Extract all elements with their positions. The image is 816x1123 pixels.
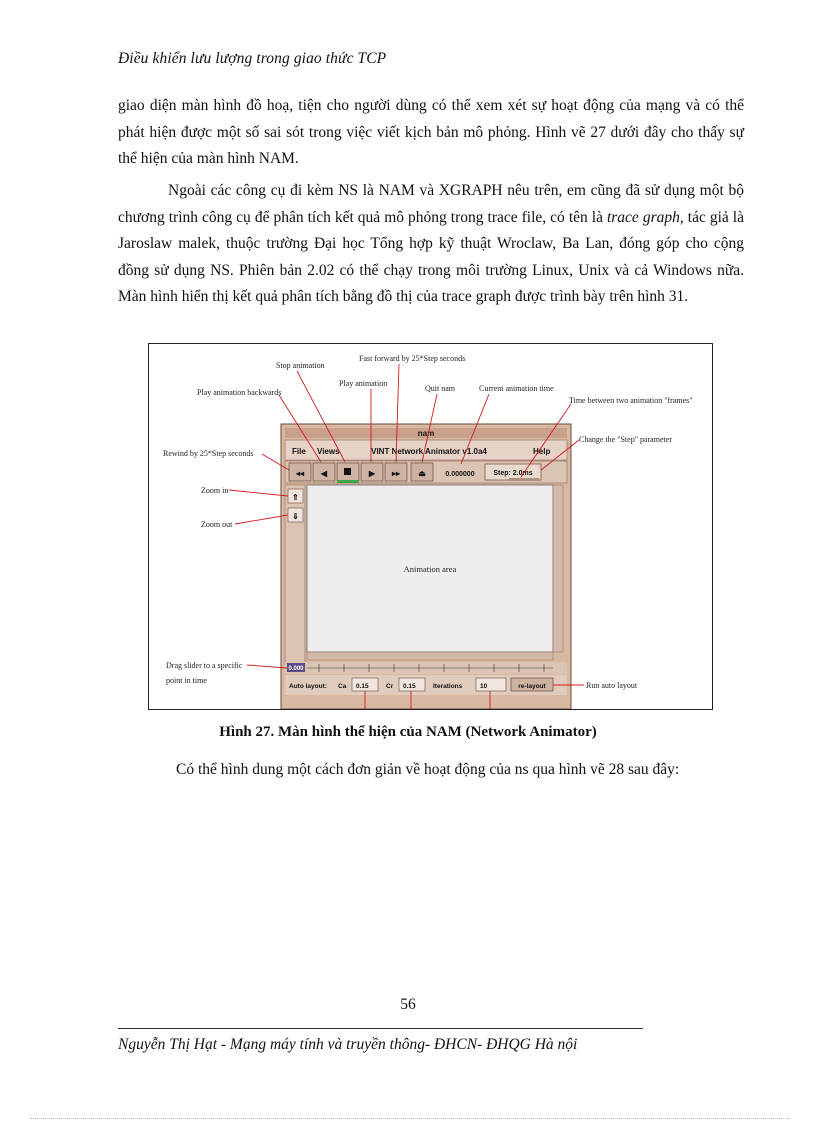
step-value: Step: 2.0ms (493, 470, 533, 477)
eject-icon: ⏏ (418, 469, 426, 478)
page-bottom-dotted-line (30, 1118, 790, 1119)
paragraph-3: Có thể hình dung một cách đơn giản về hoạt động của ns qua hình vẽ 28 sau đây: (176, 761, 680, 778)
play-icon: ▶ (368, 469, 376, 478)
ca-label: Ca (338, 683, 347, 690)
annotation-stop: Stop animation (276, 361, 325, 370)
ca-value: 0.15 (356, 683, 369, 690)
nam-figure (148, 343, 713, 710)
annotation-zoom-out: Zoom out (201, 520, 233, 529)
annotation-play: Play animation (339, 379, 388, 388)
play-backwards-icon: ◀ (320, 469, 328, 478)
annotation-run-auto-layout: Run auto layout (586, 681, 638, 690)
paragraph-2-start: Ngoài các công cụ đi kèm NS là NAM và XGRAPH nêu trên, em cũng đã sử dụng một bộ chương trình công cụ để phân tích kết quả mô phỏng trong trace file, có tên là (118, 182, 744, 226)
annotation-current-time: Current animation time (479, 384, 554, 393)
animation-area-label: Animation area (403, 564, 457, 574)
horizontal-scrollbar[interactable] (307, 652, 553, 660)
annotation-fast-forward: Fast forward by 25*Step seconds (359, 354, 466, 363)
stop-icon (344, 468, 351, 475)
paragraph-2 (118, 178, 744, 311)
fast-forward-icon: ▸▸ (391, 469, 401, 478)
annotation-play-backwards: Play animation backwards (197, 388, 282, 397)
zoom-out-icon: ⇓ (292, 512, 299, 521)
auto-layout-label: Auto layout: (289, 683, 327, 690)
time-slider-label: 0.000 (288, 666, 304, 672)
vertical-scrollbar[interactable] (553, 485, 563, 652)
rewind-icon: ◂◂ (295, 469, 305, 478)
current-time-display: 0.000000 (445, 471, 475, 478)
running-header: Điều khiển lưu lượng trong giao thức TCP (118, 50, 387, 67)
trace-graph-emphasis: trace graph (606, 208, 680, 226)
annotation-change-step: Change the "Step" parameter (579, 435, 672, 444)
iterations-label: Iterations (433, 683, 463, 690)
cr-value: 0.15 (403, 683, 416, 690)
cr-label: Cr (386, 683, 394, 690)
annotation-quit: Quit nam (425, 384, 455, 393)
annotation-rewind: Rewind by 25*Step seconds (163, 449, 254, 458)
nam-screenshot (149, 344, 712, 709)
annotation-time-between: Time between two animation "frames" (569, 396, 693, 405)
stop-indicator (337, 480, 359, 483)
footer-rule (118, 1028, 643, 1029)
menu-help[interactable]: Help (533, 447, 551, 456)
menu-file[interactable]: File (292, 447, 306, 456)
figure-caption: Hình 27. Màn hình thể hiện của NAM (Network Animator) (219, 724, 597, 740)
window-title: nam (417, 429, 435, 438)
page-number: 56 (400, 996, 416, 1013)
paragraph-2-end: , tác giả là Jaroslaw malek, thuộc trường Đại học Tổng hợp kỹ thuật Wroclaw, Ba Lan, đóng góp cho cộng đồng sử dụng NS. Phiên bản 2.02 có thể chạy trong môi trường Linux, Unix và cả Windows nữa. Màn hình hiển thị kết quả phân tích bằng đồ thị của trace graph được trình bày trên hình 31. (118, 208, 744, 305)
zoom-in-icon: ⇑ (292, 493, 299, 502)
app-title: VINT Network Animator v1.0a4 (371, 447, 487, 456)
annotation-drag-slider-line1: Drag slider to a specific (166, 661, 243, 670)
running-footer: Nguyễn Thị Hạt - Mạng máy tính và truyền thông- ĐHCN- ĐHQG Hà nội (118, 1036, 578, 1053)
annotation-zoom-in: Zoom in (201, 486, 229, 495)
step-slider[interactable] (509, 478, 539, 481)
annotation-drag-slider-line2: point in time (166, 676, 207, 685)
relayout-label: re-layout (518, 683, 546, 690)
menu-views[interactable]: Views (317, 447, 340, 456)
paragraph-1: giao diện màn hình đồ hoạ, tiện cho người dùng có thể xem xét sự hoạt động của mạng và có thể phát hiện được một số sai sót trong việc viết kịch bản mô phỏng. Hình vẽ 27 dưới đây cho thấy sự thể hiện của màn hình NAM. (118, 97, 744, 167)
iterations-value: 10 (480, 683, 488, 690)
